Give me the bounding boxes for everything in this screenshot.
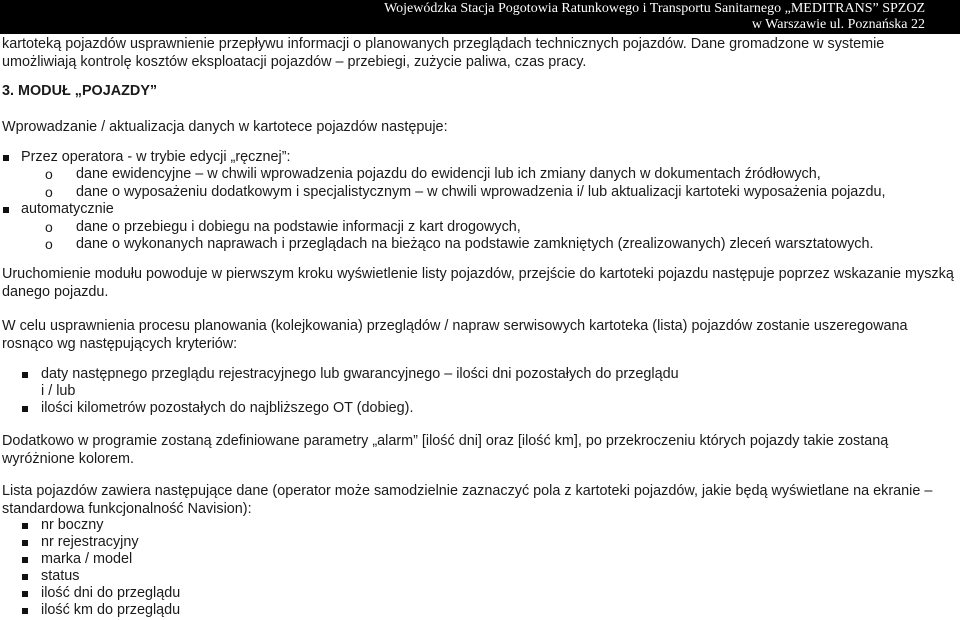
bullet-marker — [22, 557, 28, 563]
para-list-line-2: standardowa funkcjonalność Navision): — [2, 501, 252, 517]
mode-auto-item-2: dane o wykonanych naprawach i przeglądach na bieżąco na podstawie zamkniętych (zrealizowanych) zleceń warsztatowych. — [76, 236, 874, 252]
header-organization: Wojewódzka Stacja Pogotowia Ratunkowego i Transportu Sanitarnego „MEDITRANS” SPZOZ — [384, 1, 925, 16]
para-sort-line-1: W celu usprawnienia procesu planowania (kolejkowania) przeglądów / napraw serwisowych kartoteka (lista) pojazdów zostanie uszeregowana — [2, 318, 908, 334]
sub-marker: o — [45, 184, 53, 200]
sub-marker: o — [45, 236, 53, 252]
bullet-marker — [22, 406, 28, 412]
mode-operator-label: Przez operatora - w trybie edycji „ręcznej”: — [21, 149, 291, 165]
field-item: marka / model — [41, 551, 133, 567]
mode-operator-item-1: dane ewidencyjne – w chwili wprowadzenia pojazdu do ewidencji lub ich zmiany danych w dokumentach źródłowych, — [76, 166, 821, 182]
criteria-join: i / lub — [41, 383, 76, 399]
field-item: nr boczny — [41, 517, 104, 533]
para-params-line-2: wyróżnione kolorem. — [2, 451, 134, 467]
field-item: status — [41, 568, 80, 584]
intro-line-2: umożliwiają kontrolę kosztów eksploatacji pojazdów – przebiegi, zużycie paliwa, czas pracy. — [2, 54, 587, 70]
mode-auto-label: automatycznie — [21, 201, 114, 217]
criterion-1: daty następnego przeglądu rejestracyjnego lub gwarancyjnego – ilości dni pozostałych do przeglądu — [41, 366, 679, 382]
para-list-line-1: Lista pojazdów zawiera następujące dane (operator może samodzielnie zaznaczyć pola z kartoteki pojazdów, jakie będą wyświetlane na ekranie – — [2, 483, 933, 499]
para-sort-line-2: rosnąco wg następujących kryteriów: — [2, 336, 238, 352]
bullet-marker — [22, 540, 28, 546]
field-item: nr rejestracyjny — [41, 534, 139, 550]
bullet-marker — [3, 155, 9, 161]
mode-auto-item-1: dane o przebiegu i dobiegu na podstawie informacji z kart drogowych, — [76, 219, 521, 235]
field-item: ilość km do przeglądu — [41, 602, 181, 618]
criterion-2: ilości kilometrów pozostałych do najbliższego OT (dobieg). — [41, 400, 414, 416]
intro-line-1: kartoteką pojazdów usprawnienie przepływu informacji o planowanych przeglądach technicznych pojazdów. Dane gromadzone w systemie — [2, 36, 885, 52]
bullet-marker — [22, 591, 28, 597]
document-header — [0, 0, 960, 34]
bullet-marker — [3, 207, 9, 213]
bullet-marker — [22, 372, 28, 378]
sub-marker: o — [45, 219, 53, 235]
header-address: w Warszawie ul. Poznańska 22 — [751, 17, 925, 32]
field-item: ilość dni do przeglądu — [41, 585, 181, 601]
para-launch-line-1: Uruchomienie modułu powoduje w pierwszym kroku wyświetlenie listy pojazdów, przejście do kartoteki pojazdu następuje poprzez wskazanie myszką — [2, 266, 954, 282]
bullet-marker — [22, 608, 28, 614]
lead-text: Wprowadzanie / aktualizacja danych w kartotece pojazdów następuje: — [2, 119, 448, 135]
bullet-marker — [22, 523, 28, 529]
mode-operator-item-2: dane o wyposażeniu dodatkowym i specjalistycznym – w chwili wprowadzenia i/ lub aktualizacji kartoteki wyposażenia pojazdu, — [76, 184, 886, 200]
bullet-marker — [22, 574, 28, 580]
para-params-line-1: Dodatkowo w programie zostaną zdefiniowane parametry „alarm” [ilość dni] oraz [ilość km], po przekroczeniu których pojazdy takie zostaną — [2, 433, 889, 449]
para-launch-line-2: danego pojazdu. — [2, 284, 109, 300]
sub-marker: o — [45, 166, 53, 182]
section-title: 3. MODUŁ „POJAZDY” — [2, 83, 158, 99]
